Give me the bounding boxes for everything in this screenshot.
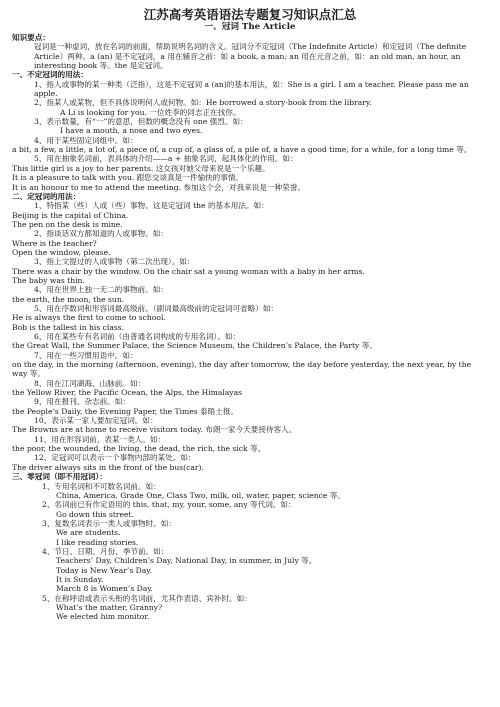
text-line: the Great Wall, the Summer Palace, the Science Museum, the Children’s Palace, the Party 等。 [12, 341, 377, 351]
text-line: 3、指上文提过的人或事物（第二次出现）。如： [34, 257, 195, 267]
text-line: It is Sunday. [56, 574, 104, 584]
text-line: 12、定冠词可以表示一个事物内部的某处。如： [34, 453, 196, 463]
text-line: We elected him monitor. [56, 612, 150, 622]
text-line: It is an honour to me to attend the meeting. 参加这个会，对我来说是一种荣誉。 [12, 182, 305, 192]
text-line: a bit, a few, a little, a lot of, a piece of, a cup of, a glass of, a pile of, a have a good time, for a while, for a long time 等。 [12, 145, 472, 155]
text-line: He is always the first to come to school. [12, 313, 166, 323]
text-line: The baby was thin. [12, 275, 85, 285]
text-line: Today is New Year’s Day. [56, 565, 152, 575]
text-line: 2、指谈话双方都知道的人或事物。如： [34, 229, 168, 239]
text-line: the earth, the moon, the sun. [12, 294, 125, 304]
text-line: 5、用在抽象名词前，表具体的介绍——a + 抽象名词，起具体化的作用。如： [34, 154, 298, 164]
text-line: 3、表示数量，有“一”的意思，但数的概念没有 one 强烈。如： [34, 117, 248, 127]
text-line: Where is the teacher? [12, 238, 97, 248]
text-line: 1、特指某（些）人或（些）事物。这是定冠词 the 的基本用法。如： [34, 201, 269, 211]
text-line: 2、指某人或某物，但不具体说明何人或何物。如：He borrowed a story-book from the library. [34, 98, 372, 108]
text-line: 5、在称呼语或表示头衔的名词前，尤其作表语、宾补时。如： [42, 593, 252, 603]
text-line: What’s the matter, Granny? [56, 602, 163, 612]
document-title: 江苏高考英语语法专题复习知识点汇总 [143, 7, 357, 22]
text-line: 5、用在序数词和形容词最高级前。（副词最高级前的定冠词可省略）如： [34, 303, 279, 313]
text-line: Open the window, please. [12, 247, 111, 257]
text-line: 2、名词前已有作定语用的 this, that, my, your, some, any 等代词。如： [42, 500, 296, 510]
text-line: the Yellow River, the Pacific Ocean, the Alps, the Himalayas [12, 388, 243, 398]
text-line: I like reading stories. [56, 537, 139, 547]
text-line: on the day, in the morning (afternoon, evening), the day after tomorrow, the day before yesterday, the next year, by the way 等。 [12, 360, 472, 379]
text-line: Beijing is the capital of China. [12, 210, 129, 220]
text-line: 10、表示某一家人要加定冠词。如： [34, 416, 158, 426]
text-line: 3、复数名词表示一类人或事物时。如： [42, 518, 176, 528]
text-line: 9、用在报刊、杂志前。如： [34, 397, 130, 407]
text-line: China, America, Grade One, Class Two, milk, oil, water, paper, science 等。 [56, 490, 345, 500]
text-line: There was a chair by the window. On the chair sat a young woman with a baby in her arms. [12, 266, 365, 276]
text-line: Go down this street. [56, 509, 135, 519]
text-line: We are students. [56, 528, 121, 538]
text-line: 冠词是一种虚词，放在名词的前面，帮助说明名词的含义。冠词分不定冠词（The Indefinite Article）和定冠词（The definite Article）两种。a (an) 是不定冠词，a 用在辅音之前：如 a book, a man; an 用在元音之前，如：an old man, an hour, an interesting book 等。the 是定冠词。 [34, 42, 467, 71]
text-line: 4、节日、日期、月份、季节前。如： [42, 546, 169, 556]
text-line: This little girl is a joy to her parents. 这女孩对她父母来说是一个乐趣。 [12, 163, 270, 173]
text-line: 知识要点： [12, 33, 50, 42]
text-line: 三、零冠词（即不用冠词）： [12, 472, 107, 482]
text-line: 4、用于某些固定词组中。如： [34, 135, 138, 145]
document-body [12, 33, 488, 622]
text-line: Teachers’ Day, Children’s Day, National Day, in summer, in July 等。 [56, 556, 317, 566]
text-line: It is a pleasure to talk with you. 跟您交谈真是一件愉快的事情。 [12, 173, 244, 183]
text-line: 7、用在一些习惯用语中。如： [34, 350, 138, 360]
section-subtitle: 一、冠词 The Article [204, 22, 296, 32]
text-line: the People’s Daily, the Evening Paper, the Times 泰晤士报。 [12, 406, 239, 416]
text-line: I have a mouth, a nose and two eyes. [60, 126, 203, 136]
text-line: 二、定冠词的用法： [12, 191, 81, 201]
text-line: the poor, the wounded, the living, the dead, the rich, the sick 等。 [12, 444, 266, 454]
text-line: A Li is looking for you. 一位姓李的同志正在找你。 [60, 107, 241, 117]
text-line: 4、用在世界上独一无二的事物前。如： [34, 285, 168, 295]
text-line: The driver always sits in the front of the bus(car). [12, 462, 204, 472]
text-line: 1、专用名词和不可数名词前。如： [42, 481, 161, 491]
text-line: 8、用在江河湖海、山脉前。如： [34, 378, 146, 388]
text-line: Bob is the tallest in his class. [12, 322, 125, 332]
text-line: The pen on the desk is mine. [12, 219, 123, 229]
text-line: The Browns are at home to receive visitors today. 布朗一家今天要接待客人。 [12, 425, 297, 435]
text-line: March 8 is Women’s Day. [56, 584, 153, 594]
text-line: 11、用在形容词前，表某一类人。如： [34, 434, 166, 444]
text-line: 6、用在某些专有名词前（由普通名词构成的专用名词）。如： [34, 332, 241, 341]
text-line: 一、不定冠词的用法： [12, 70, 88, 80]
text-line: 1、指人或事物的某一种类（泛指），这是不定冠词 a (an)的基本用法，如：She is a girl. I am a teacher. Please pass me an apple. [34, 79, 469, 99]
